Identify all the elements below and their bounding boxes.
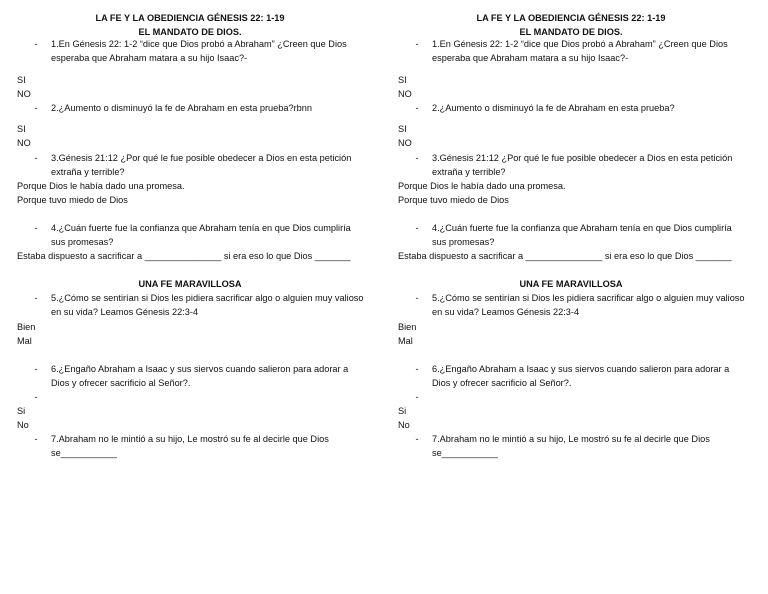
bullet: - [34, 39, 38, 49]
section-heading: EL MANDATO DE DIOS. [138, 27, 242, 37]
question-3: 3.Génesis 21:12 ¿Por qué le fue posible obedecer a Dios en esta petición extraña y terrible? [432, 153, 733, 177]
answer-option: Porque Dios le había dado una promesa. [17, 181, 185, 191]
question-2: 2.¿Aumento o disminuyó la fe de Abraham en esta prueba? [432, 103, 675, 113]
answer-option: SI [17, 75, 26, 85]
answer-option: Bien [398, 322, 417, 332]
answer-option: NO [17, 89, 31, 99]
section-heading: UNA FE MARAVILLOSA [519, 279, 623, 289]
fill-in-blank: Estaba dispuesto a sacrificar a _______________ si era eso lo que Dios _______ [17, 251, 351, 261]
question-1: 1.En Génesis 22: 1-2 “dice que Dios probó a Abraham” ¿Creen que Dios esperaba que Abraham matara a su hijo Isaac?- [432, 39, 728, 63]
bullet: - [415, 153, 419, 163]
answer-option: Porque tuvo miedo de Dios [398, 195, 509, 205]
answer-option: Mal [398, 336, 413, 346]
question-4: 4.¿Cuán fuerte fue la confianza que Abraham tenía en que Dios cumpliría sus promesas? [51, 223, 351, 247]
question-5: 5.¿Cómo se sentirían si Dios les pidiera sacrificar algo o alguien muy valioso en su vida? Leamos Génesis 22:3-4 [51, 293, 364, 317]
answer-option: Bien [17, 322, 36, 332]
answer-option: Porque tuvo miedo de Dios [17, 195, 128, 205]
bullet: - [415, 103, 419, 113]
bullet: - [415, 39, 419, 49]
bullet: - [34, 103, 38, 113]
answer-option: No [398, 420, 410, 430]
bullet: - [34, 223, 38, 233]
bullet: - [415, 434, 419, 444]
worksheet-right [381, 0, 751, 594]
answer-option: No [17, 420, 29, 430]
question-7: 7.Abraham no le mintió a su hijo, Le mostró su fe al decirle que Dios se___________ [432, 434, 710, 458]
section-heading: UNA FE MARAVILLOSA [138, 279, 242, 289]
worksheet-left [0, 0, 370, 594]
fill-in-blank: Estaba dispuesto a sacrificar a _______________ si era eso lo que Dios _______ [398, 251, 732, 261]
answer-option: SI [398, 124, 407, 134]
bullet: - [34, 434, 38, 444]
question-2: 2.¿Aumento o disminuyó la fe de Abraham en esta prueba?rbnn [51, 103, 312, 113]
question-7: 7.Abraham no le mintió a su hijo, Le mostró su fe al decirle que Dios se___________ [51, 434, 329, 458]
answer-option: Si [398, 406, 407, 416]
answer-option: NO [398, 138, 412, 148]
worksheet-title: LA FE Y LA OBEDIENCIA GÉNESIS 22: 1-19 [476, 13, 666, 23]
bullet: - [34, 392, 38, 402]
worksheet-title: LA FE Y LA OBEDIENCIA GÉNESIS 22: 1-19 [95, 13, 285, 23]
bullet: - [34, 153, 38, 163]
question-4: 4.¿Cuán fuerte fue la confianza que Abraham tenía en que Dios cumpliría sus promesas? [432, 223, 732, 247]
question-5: 5.¿Cómo se sentirían si Dios les pidiera sacrificar algo o alguien muy valioso en su vida? Leamos Génesis 22:3-4 [432, 293, 745, 317]
bullet: - [415, 392, 419, 402]
question-1: 1.En Génesis 22: 1-2 “dice que Dios probó a Abraham” ¿Creen que Dios esperaba que Abraham matara a su hijo Isaac?- [51, 39, 347, 63]
answer-option: SI [17, 124, 26, 134]
section-heading: EL MANDATO DE DIOS. [519, 27, 623, 37]
bullet: - [415, 293, 419, 303]
bullet: - [415, 364, 419, 374]
bullet: - [34, 364, 38, 374]
answer-option: Mal [17, 336, 32, 346]
answer-option: Si [17, 406, 26, 416]
question-6: 6.¿Engaño Abraham a Isaac y sus siervos cuando salieron para adorar a Dios y ofrecer sacrificio al Señor?. [432, 364, 730, 388]
bullet: - [34, 293, 38, 303]
answer-option: Porque Dios le había dado una promesa. [398, 181, 566, 191]
answer-option: SI [398, 75, 407, 85]
question-6: 6.¿Engaño Abraham a Isaac y sus siervos cuando salieron para adorar a Dios y ofrecer sacrificio al Señor?. [51, 364, 349, 388]
question-3: 3.Génesis 21:12 ¿Por qué le fue posible obedecer a Dios en esta petición extraña y terrible? [51, 153, 352, 177]
bullet: - [415, 223, 419, 233]
answer-option: NO [398, 89, 412, 99]
answer-option: NO [17, 138, 31, 148]
